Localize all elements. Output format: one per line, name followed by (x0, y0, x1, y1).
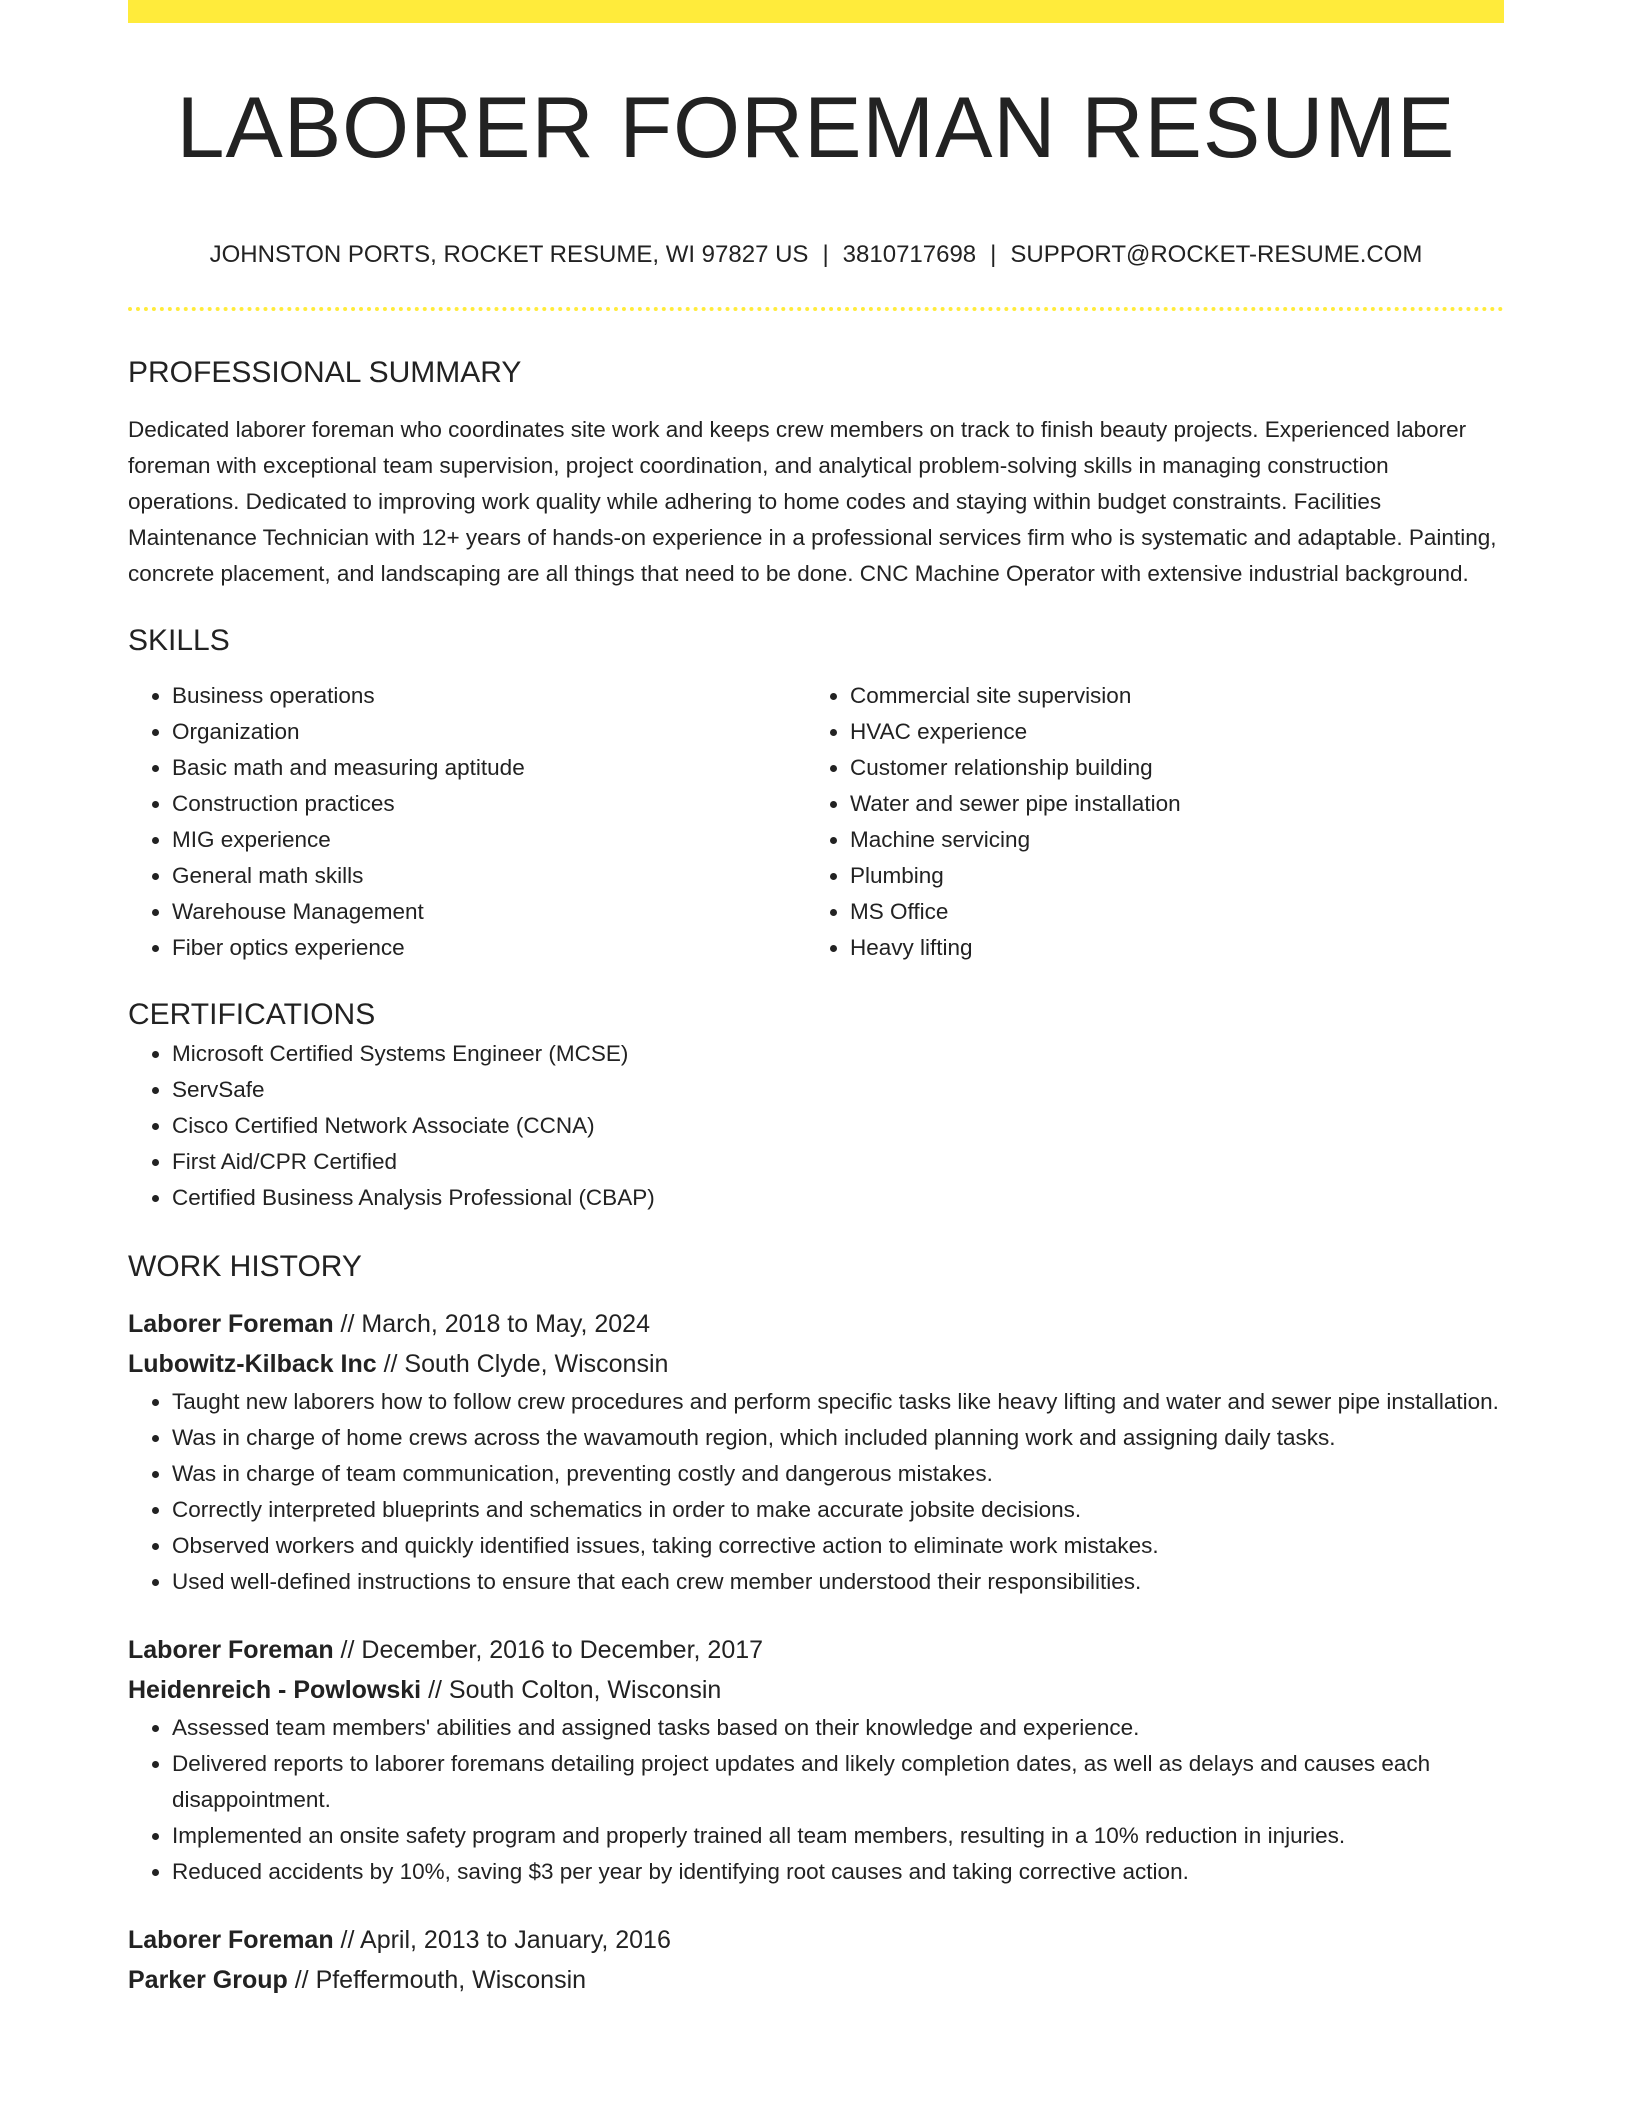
certification-item: • Cisco Certified Network Associate (CCNA) (172, 1108, 1504, 1144)
resume-page (128, 0, 1504, 2112)
work-history-heading: WORK HISTORY (128, 1250, 362, 1283)
skill-item: • Fiber optics experience (172, 930, 806, 966)
certification-item: • ServSafe (172, 1072, 1504, 1108)
certifications-heading: CERTIFICATIONS (128, 998, 376, 1031)
job-bullet: • Observed workers and quickly identified issues, taking corrective action to eliminate work mistakes. (172, 1528, 1504, 1564)
job-company-line (128, 1670, 1504, 1710)
job-role: Laborer Foreman (128, 1636, 334, 1664)
contact-line (128, 238, 1504, 272)
job-bullet: • Correctly interpreted blueprints and schematics in order to make accurate jobsite decisions. (172, 1492, 1504, 1528)
skill-item: • Heavy lifting (850, 930, 1484, 966)
dotted-divider (128, 307, 1504, 311)
skill-item: • Organization (172, 714, 806, 750)
skills-list-left (128, 678, 806, 966)
job-location: // South Clyde, Wisconsin (376, 1350, 669, 1378)
job-company: Parker Group (128, 1966, 288, 1994)
job-entry (128, 1920, 1504, 2000)
job-bullet-list (128, 1384, 1504, 1600)
contact-separator: | (822, 241, 829, 268)
skill-item: • Warehouse Management (172, 894, 806, 930)
skill-item: • Basic math and measuring aptitude (172, 750, 806, 786)
job-company: Lubowitz-Kilback Inc (128, 1350, 377, 1378)
summary-text: Dedicated laborer foreman who coordinates site work and keeps crew members on track to finish beauty projects. Experienced laborer foreman with exceptional team supervision, project coordination, and analytical problem-solving skills in managing construction operations. Dedicated to improving work quality while adhering to home codes and staying within budget constraints. Facilities Maintenance Technician with 12+ years of hands-on experience in a professional services firm who is systematic and adaptable. Painting, concrete placement, and landscaping are all things that need to be done. CNC Machine Operator with extensive industrial background. (128, 417, 1497, 586)
job-company-line (128, 1344, 1504, 1384)
skill-item: • MS Office (850, 894, 1484, 930)
job-entry (128, 1630, 1504, 1890)
job-location: // Pfeffermouth, Wisconsin (287, 1966, 587, 1994)
skill-item: • Commercial site supervision (850, 678, 1484, 714)
job-role-line (128, 1920, 1504, 1960)
contact-phone: 3810717698 (842, 241, 977, 268)
certification-item: • Microsoft Certified Systems Engineer (MCSE) (172, 1036, 1504, 1072)
job-location: // South Colton, Wisconsin (421, 1676, 722, 1704)
job-bullet: • Taught new laborers how to follow crew procedures and perform specific tasks like heavy lifting and water and sewer pipe installation. (172, 1384, 1504, 1420)
skills-heading: SKILLS (128, 624, 230, 657)
job-bullet: • Assessed team members' abilities and assigned tasks based on their knowledge and experience. (172, 1710, 1504, 1746)
job-bullet: • Used well-defined instructions to ensure that each crew member understood their responsibilities. (172, 1564, 1504, 1600)
job-bullet-list (128, 1710, 1504, 1890)
job-role: Laborer Foreman (128, 1310, 334, 1338)
skill-item: • Plumbing (850, 858, 1484, 894)
skill-item: • Customer relationship building (850, 750, 1484, 786)
job-bullet: • Was in charge of team communication, preventing costly and dangerous mistakes. (172, 1456, 1504, 1492)
job-dates: // December, 2016 to December, 2017 (333, 1636, 764, 1664)
certification-item: • Certified Business Analysis Professional (CBAP) (172, 1180, 1504, 1216)
top-accent-bar (128, 0, 1504, 23)
contact-email: SUPPORT@ROCKET-RESUME.COM (1010, 241, 1423, 268)
job-bullet: • Implemented an onsite safety program and properly trained all team members, resulting in a 10% reduction in injuries. (172, 1818, 1504, 1854)
skill-item: • General math skills (172, 858, 806, 894)
skills-list-right (806, 678, 1484, 966)
job-company-line (128, 1960, 1504, 2000)
job-role: Laborer Foreman (128, 1926, 334, 1954)
skill-item: • HVAC experience (850, 714, 1484, 750)
job-dates: // March, 2018 to May, 2024 (333, 1310, 650, 1338)
skill-item: • MIG experience (172, 822, 806, 858)
resume-content (128, 352, 1504, 2000)
contact-address: JOHNSTON PORTS, ROCKET RESUME, WI 97827 US (209, 241, 809, 268)
job-dates: // April, 2013 to January, 2016 (333, 1926, 671, 1954)
contact-separator: | (990, 241, 997, 268)
job-role-line (128, 1304, 1504, 1344)
certification-item: • First Aid/CPR Certified (172, 1144, 1504, 1180)
certifications-list (128, 1036, 1504, 1216)
skill-item: • Water and sewer pipe installation (850, 786, 1484, 822)
job-bullet: • Reduced accidents by 10%, saving $3 per year by identifying root causes and taking corrective action. (172, 1854, 1504, 1890)
summary-heading: PROFESSIONAL SUMMARY (128, 356, 522, 389)
skill-item: • Business operations (172, 678, 806, 714)
skill-item: • Construction practices (172, 786, 806, 822)
job-company: Heidenreich - Powlowski (128, 1676, 422, 1704)
job-bullet: • Was in charge of home crews across the wavamouth region, which included planning work and assigning daily tasks. (172, 1420, 1504, 1456)
skills-grid (128, 678, 1504, 966)
resume-title: LABORER FOREMAN RESUME (176, 80, 1456, 176)
job-role-line (128, 1630, 1504, 1670)
skill-item: • Machine servicing (850, 822, 1484, 858)
job-entry (128, 1304, 1504, 1600)
job-bullet: • Delivered reports to laborer foremans detailing project updates and likely completion dates, as well as delays and causes each disappointment. (172, 1746, 1504, 1818)
